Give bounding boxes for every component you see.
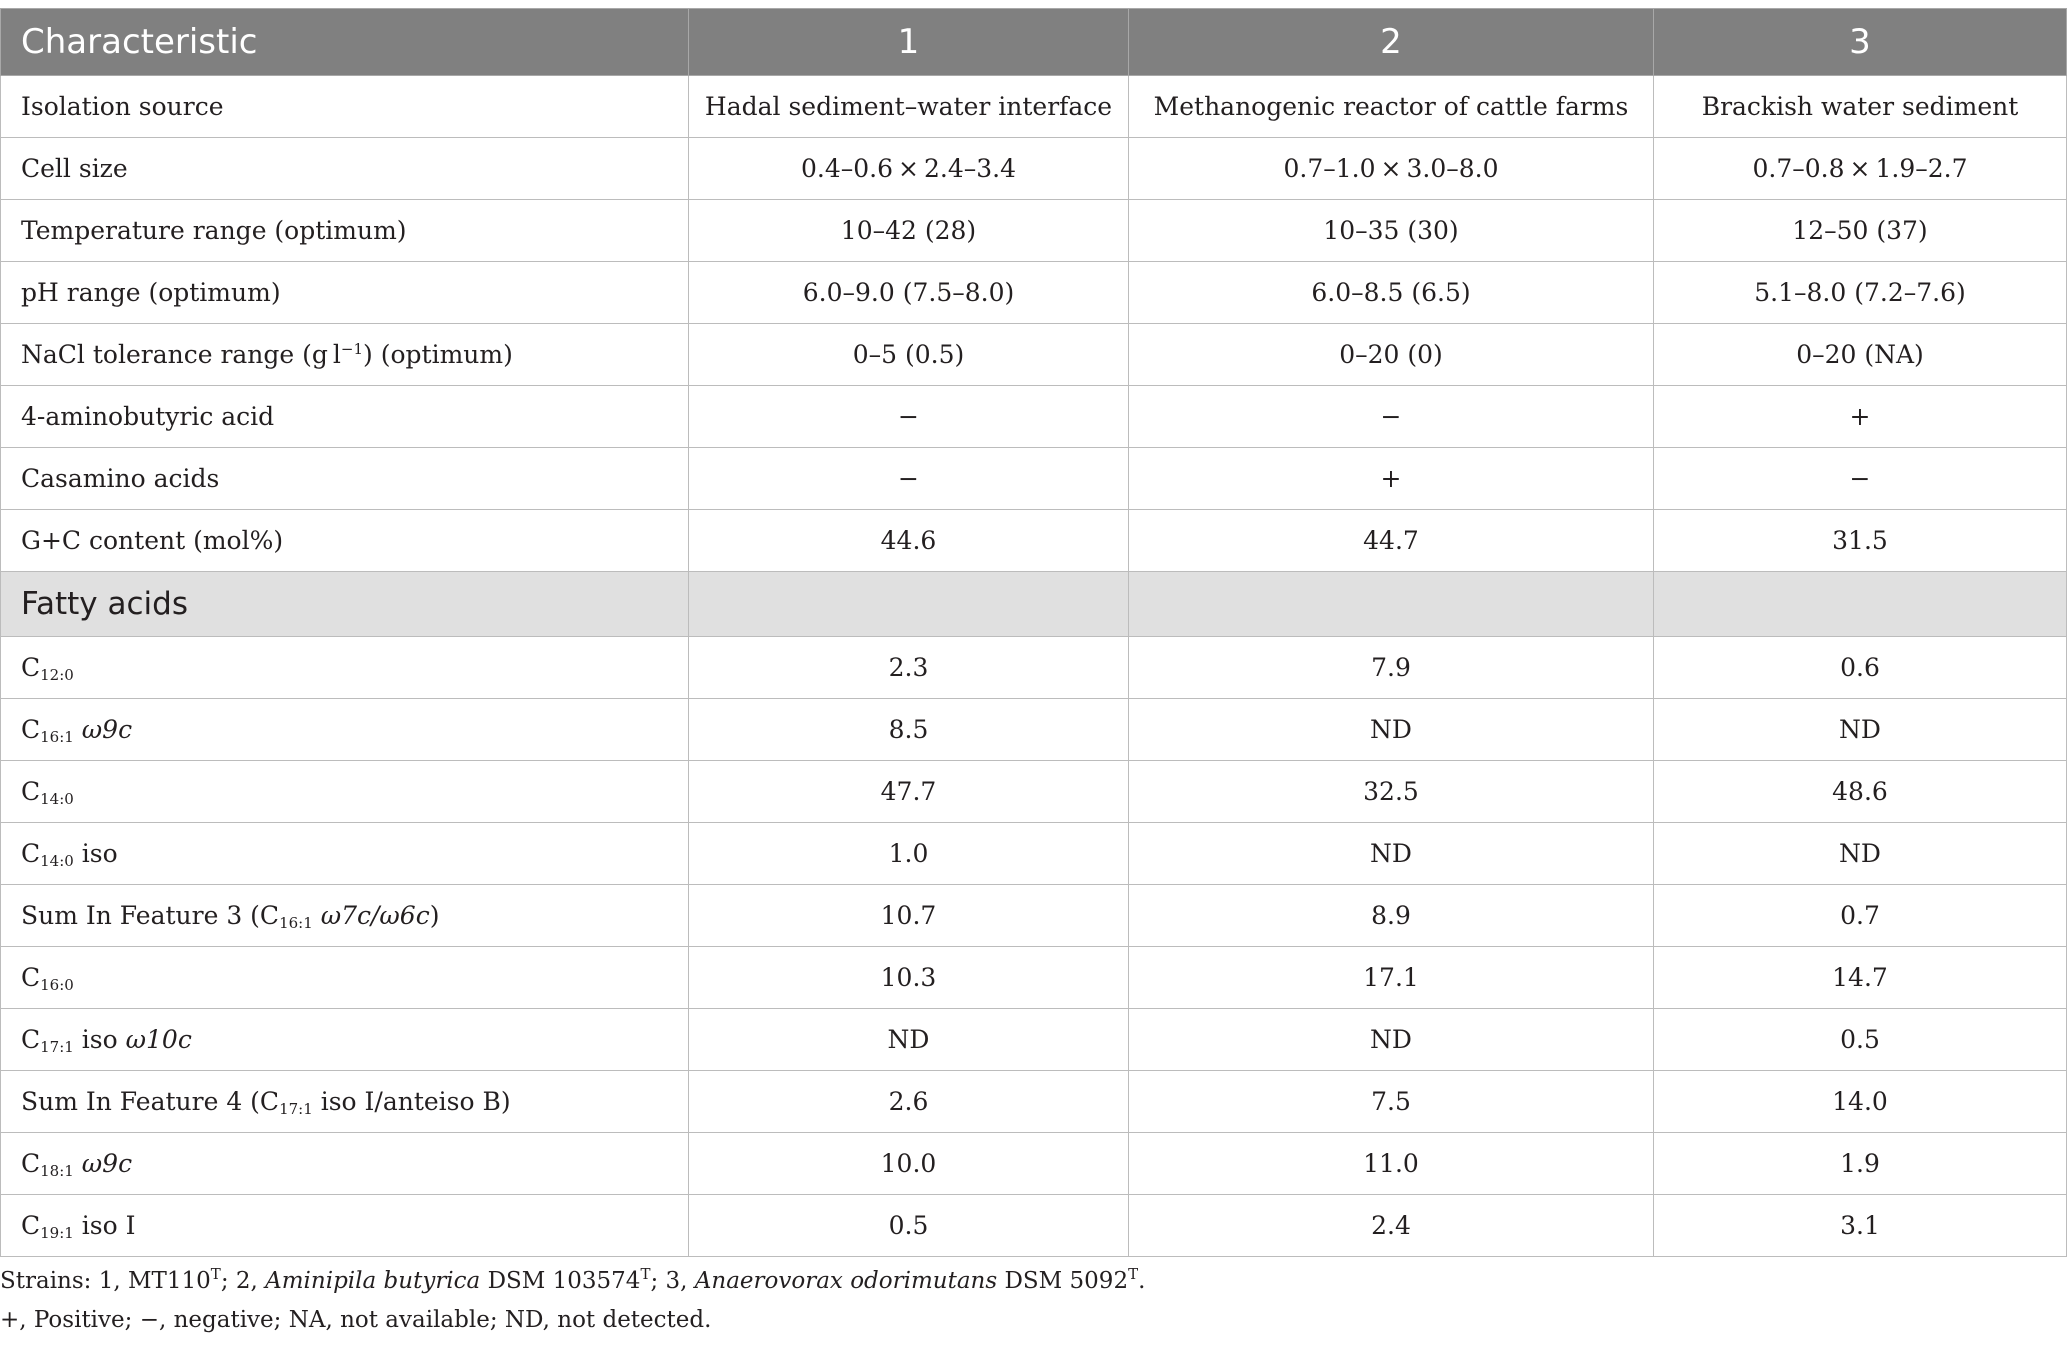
fatty-acid-label (1, 699, 689, 761)
row-label: 4-aminobutyric acid (1, 386, 689, 448)
species-name: Aminipila butyrica (265, 1268, 481, 1294)
cell-strain-1: 2.6 (689, 1071, 1129, 1133)
note-text: DSM 5092 (997, 1268, 1129, 1294)
header-strain-1: 1 (689, 9, 1129, 76)
note-text: Strains: 1, MT110 (0, 1268, 211, 1294)
fa-subscript: 16:0 (40, 976, 74, 994)
cell-strain-1: 10.0 (689, 1133, 1129, 1195)
header-row (1, 9, 2067, 76)
fatty-acid-label (1, 947, 689, 1009)
table-row (1, 761, 2067, 823)
cell-strain-2: 44.7 (1129, 510, 1654, 572)
cell-strain-1: 0–5 (0.5) (689, 324, 1129, 386)
row-label: Cell size (1, 138, 689, 200)
row-label: pH range (optimum) (1, 262, 689, 324)
note-text: . (1138, 1268, 1146, 1294)
table-container (0, 8, 2067, 1257)
cell-strain-1: 10.3 (689, 947, 1129, 1009)
table-row (1, 76, 2067, 138)
fa-prefix: C (21, 777, 41, 806)
header-characteristic: Characteristic (1, 9, 689, 76)
cell-strain-2: 6.0–8.5 (6.5) (1129, 262, 1654, 324)
cell-strain-1: 10–42 (28) (689, 200, 1129, 262)
fa-tail: ) (429, 901, 440, 930)
species-name: Anaerovorax odorimutans (694, 1268, 998, 1294)
section-title: Fatty acids (1, 572, 689, 637)
table-row (1, 1071, 2067, 1133)
cell-strain-3: + (1654, 386, 2067, 448)
cell-strain-2: 32.5 (1129, 761, 1654, 823)
cell-strain-2: 7.9 (1129, 637, 1654, 699)
label-text: NaCl tolerance range (g l (21, 340, 341, 369)
cell-strain-3: 0.6 (1654, 637, 2067, 699)
fa-prefix: Sum In Feature 3 (C (21, 901, 280, 930)
fa-subscript: 14:0 (40, 790, 74, 808)
cell-strain-1: 0.5 (689, 1195, 1129, 1257)
table-row (1, 386, 2067, 448)
fatty-acid-label (1, 761, 689, 823)
cell-strain-3: 31.5 (1654, 510, 2067, 572)
cell-strain-2: + (1129, 448, 1654, 510)
cell-strain-3: 14.7 (1654, 947, 2067, 1009)
table-row (1, 510, 2067, 572)
cell-strain-2: ND (1129, 699, 1654, 761)
fa-isomer: ω10c (125, 1025, 192, 1054)
table-row (1, 262, 2067, 324)
type-strain-mark: T (1128, 1265, 1139, 1283)
cell-strain-2: 2.4 (1129, 1195, 1654, 1257)
fatty-acid-label (1, 1133, 689, 1195)
fa-subscript: 16:1 (40, 728, 74, 746)
row-label: Isolation source (1, 76, 689, 138)
characteristics-table (0, 8, 2067, 1257)
fa-isomer: ω9c (81, 715, 133, 744)
cell-strain-2: 8.9 (1129, 885, 1654, 947)
fa-suffix: iso (81, 839, 118, 868)
fa-prefix: C (21, 715, 41, 744)
cell-strain-3: ND (1654, 699, 2067, 761)
cell-strain-1: ND (689, 1009, 1129, 1071)
cell-strain-1: Hadal sediment–water interface (689, 76, 1129, 138)
cell-strain-2: − (1129, 386, 1654, 448)
fa-subscript: 18:1 (40, 1162, 74, 1180)
cell-strain-1: − (689, 386, 1129, 448)
fa-prefix: C (21, 1149, 41, 1178)
fa-subscript: 19:1 (40, 1224, 74, 1242)
cell-strain-3: − (1654, 448, 2067, 510)
fa-prefix: C (21, 1211, 41, 1240)
table-row (1, 1195, 2067, 1257)
table-row (1, 699, 2067, 761)
label-text: ) (optimum) (363, 340, 513, 369)
fa-subscript: 14:0 (40, 852, 74, 870)
cell-strain-3: 48.6 (1654, 761, 2067, 823)
fa-prefix: C (21, 653, 41, 682)
row-label (1, 324, 689, 386)
cell-strain-3: Brackish water sediment (1654, 76, 2067, 138)
section-row-fatty-acids (1, 572, 2067, 637)
fatty-acid-label (1, 1071, 689, 1133)
table-row (1, 324, 2067, 386)
note-text: ; 3, (650, 1268, 695, 1294)
note-text: ; 2, (220, 1268, 266, 1294)
cell-strain-2: 0–20 (0) (1129, 324, 1654, 386)
table-footnotes (0, 1262, 1145, 1340)
table-row (1, 823, 2067, 885)
table-row (1, 637, 2067, 699)
cell-strain-2: 11.0 (1129, 1133, 1654, 1195)
cell-strain-3: 14.0 (1654, 1071, 2067, 1133)
fatty-acid-label (1, 823, 689, 885)
fa-subscript: 17:1 (279, 1100, 313, 1118)
cell-strain-3: 0–20 (NA) (1654, 324, 2067, 386)
section-empty-cell (1654, 572, 2067, 637)
table-row (1, 448, 2067, 510)
note-text: DSM 103574 (480, 1268, 641, 1294)
cell-strain-3: ND (1654, 823, 2067, 885)
fa-suffix: iso (81, 1025, 118, 1054)
fa-suffix: iso I/anteiso B) (320, 1087, 511, 1116)
strains-note (0, 1262, 1145, 1301)
cell-strain-3: 0.7 (1654, 885, 2067, 947)
type-strain-mark: T (210, 1265, 221, 1283)
fa-prefix: C (21, 963, 41, 992)
cell-strain-1: 2.3 (689, 637, 1129, 699)
cell-strain-2: 10–35 (30) (1129, 200, 1654, 262)
cell-strain-2: 0.7–1.0 × 3.0–8.0 (1129, 138, 1654, 200)
table-row (1, 200, 2067, 262)
fa-suffix: iso I (81, 1211, 136, 1240)
row-label: Temperature range (optimum) (1, 200, 689, 262)
cell-strain-1: 44.6 (689, 510, 1129, 572)
legend-note: +, Positive; −, negative; NA, not available; ND, not detected. (0, 1307, 712, 1333)
cell-strain-1: 1.0 (689, 823, 1129, 885)
cell-strain-3: 0.5 (1654, 1009, 2067, 1071)
row-label: G+C content (mol%) (1, 510, 689, 572)
table-row (1, 1133, 2067, 1195)
header-strain-3: 3 (1654, 9, 2067, 76)
cell-strain-3: 12–50 (37) (1654, 200, 2067, 262)
fatty-acid-label (1, 637, 689, 699)
fa-prefix: Sum In Feature 4 (C (21, 1087, 280, 1116)
cell-strain-2: 17.1 (1129, 947, 1654, 1009)
table-row (1, 138, 2067, 200)
table-row (1, 885, 2067, 947)
cell-strain-1: 6.0–9.0 (7.5–8.0) (689, 262, 1129, 324)
cell-strain-2: ND (1129, 823, 1654, 885)
fa-isomer: ω7c/ω6c (320, 901, 430, 930)
fa-isomer: ω9c (81, 1149, 133, 1178)
cell-strain-2: Methanogenic reactor of cattle farms (1129, 76, 1654, 138)
cell-strain-3: 3.1 (1654, 1195, 2067, 1257)
cell-strain-1: 8.5 (689, 699, 1129, 761)
fa-subscript: 17:1 (40, 1038, 74, 1056)
cell-strain-2: 7.5 (1129, 1071, 1654, 1133)
cell-strain-3: 1.9 (1654, 1133, 2067, 1195)
cell-strain-2: ND (1129, 1009, 1654, 1071)
fa-subscript: 16:1 (279, 914, 313, 932)
header-strain-2: 2 (1129, 9, 1654, 76)
section-empty-cell (689, 572, 1129, 637)
section-empty-cell (1129, 572, 1654, 637)
fatty-acid-label (1, 1195, 689, 1257)
fatty-acid-label (1, 1009, 689, 1071)
fa-prefix: C (21, 1025, 41, 1054)
table-row (1, 947, 2067, 1009)
label-superscript: −1 (340, 340, 364, 358)
row-label: Casamino acids (1, 448, 689, 510)
cell-strain-3: 5.1–8.0 (7.2–7.6) (1654, 262, 2067, 324)
cell-strain-1: − (689, 448, 1129, 510)
cell-strain-1: 10.7 (689, 885, 1129, 947)
cell-strain-3: 0.7–0.8 × 1.9–2.7 (1654, 138, 2067, 200)
cell-strain-1: 47.7 (689, 761, 1129, 823)
fa-prefix: C (21, 839, 41, 868)
fatty-acid-label (1, 885, 689, 947)
table-row (1, 1009, 2067, 1071)
fa-subscript: 12:0 (40, 666, 74, 684)
type-strain-mark: T (640, 1265, 651, 1283)
cell-strain-1: 0.4–0.6 × 2.4–3.4 (689, 138, 1129, 200)
